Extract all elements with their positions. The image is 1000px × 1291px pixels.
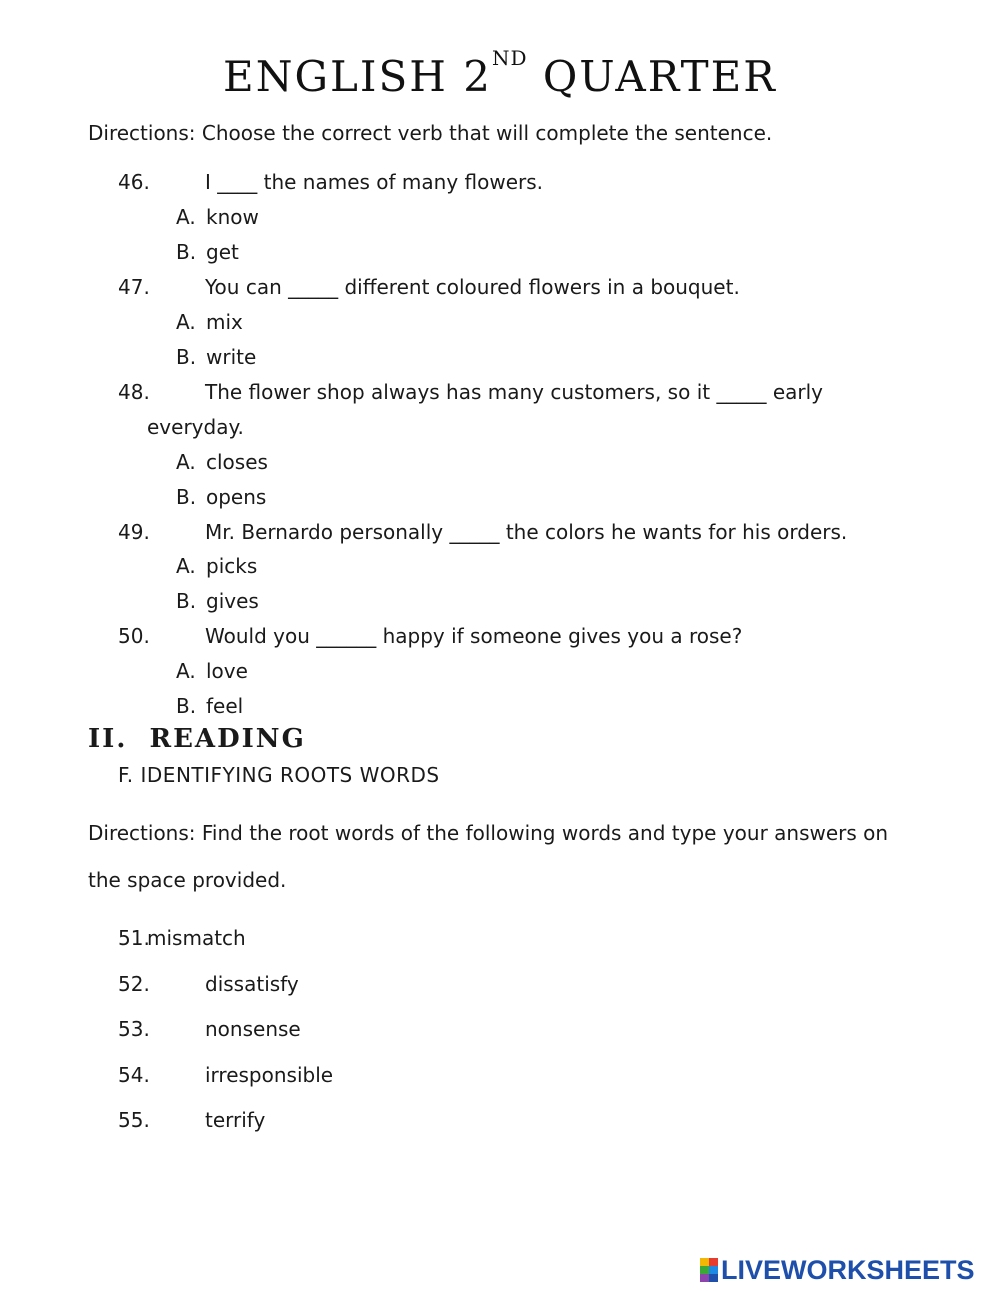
option-b[interactable] [176,239,239,265]
item-number: 51. [118,926,150,950]
option-text: get [206,240,239,264]
title-sup: ND [491,46,528,70]
option-b[interactable] [176,484,266,510]
root-word: terrify [205,1108,266,1132]
item-number: 53. [118,1017,150,1041]
option-a[interactable] [176,449,268,475]
question-number: 47. [118,275,150,299]
option-letter: B. [176,485,197,509]
option-text: opens [206,485,267,509]
option-text: love [206,659,248,683]
option-text: picks [206,554,258,578]
question-text: The flower shop always has many customers, so it _____ early [205,380,823,404]
option-a[interactable] [176,658,248,684]
question-text: You can _____ different coloured flowers in a bouquet. [205,275,740,299]
option-text: closes [206,450,268,474]
option-text: know [206,205,259,229]
option-text: feel [206,694,244,718]
logo-text: LIVEWORKSHEETS [721,1254,975,1285]
option-letter: B. [176,240,197,264]
option-b[interactable] [176,344,256,370]
option-text: gives [206,589,259,613]
option-letter: A. [176,554,196,578]
page-title [0,46,1000,101]
logo-mark-icon [700,1258,718,1282]
section-roman: II. [88,724,128,754]
option-letter: A. [176,310,196,334]
title-rest: QUARTER [542,52,777,101]
option-letter: A. [176,205,196,229]
item-number: 52. [118,972,150,996]
subsection-heading: F. IDENTIFYING ROOTS WORDS [118,763,440,787]
directions-2-line2: the space provided. [88,868,287,892]
question-number: 50. [118,624,150,648]
option-letter: B. [176,694,197,718]
item-number: 55. [118,1108,150,1132]
title-main: ENGLISH 2 [223,52,492,101]
question-number: 48. [118,380,150,404]
question-number: 49. [118,520,150,544]
option-text: write [206,345,257,369]
question-text: Would you ______ happy if someone gives you a rose? [205,624,743,648]
item-number: 54. [118,1063,150,1087]
question-text: I ____ the names of many flowers. [205,170,544,194]
option-letter: B. [176,345,197,369]
root-word: nonsense [205,1017,301,1041]
directions-1: Directions: Choose the correct verb that will complete the sentence. [88,121,773,145]
directions-2-line1: Directions: Find the root words of the following words and type your answers on [88,821,889,845]
option-a[interactable] [176,204,259,230]
option-a[interactable] [176,309,243,335]
root-word: mismatch [147,926,246,950]
question-number: 46. [118,170,150,194]
option-letter: B. [176,589,197,613]
liveworksheets-logo[interactable] [700,1255,975,1285]
root-word: dissatisfy [205,972,299,996]
option-a[interactable] [176,553,257,579]
option-b[interactable] [176,588,259,614]
section-name: READING [149,724,306,754]
section-heading [88,724,306,754]
question-text-continued: everyday. [147,415,244,439]
option-letter: A. [176,450,196,474]
option-text: mix [206,310,243,334]
option-letter: A. [176,659,196,683]
question-text: Mr. Bernardo personally _____ the colors he wants for his orders. [205,520,848,544]
option-b[interactable] [176,693,243,719]
root-word: irresponsible [205,1063,334,1087]
